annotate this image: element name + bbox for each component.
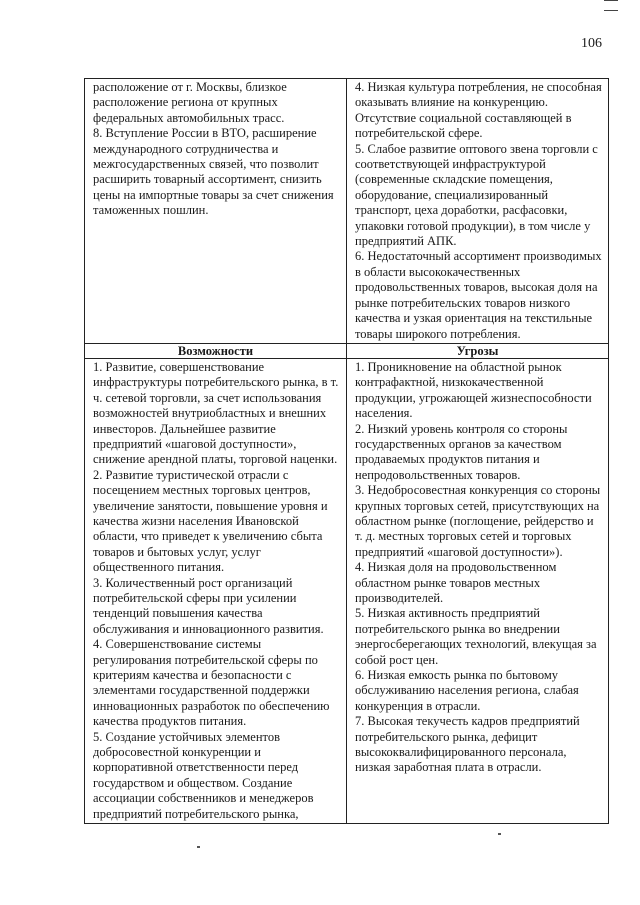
swot-table bbox=[84, 78, 609, 824]
list-item: 4. Совершенствование системы регулирования потребительской сферы по критериям качества и безопасности с элементами государственной поддержки инновационных разработок по обеспечению качества продуктов питания. bbox=[93, 637, 330, 729]
weaknesses-cell bbox=[347, 79, 609, 344]
strengths-cell bbox=[85, 79, 347, 344]
opportunities-header: Возможности bbox=[85, 343, 347, 358]
list-item: 1. Проникновение на областной рынок контрафактной, низкокачественной продукции, угрожающей жизнеспособности населения. bbox=[355, 359, 592, 421]
list-item: 6. Недостаточный ассортимент производимых в области высококачественных продовольственных товаров, высокая доля на рынке потребительских товаров низкого качества и узкая ориентация на текстильные товары широкого потребления. bbox=[355, 249, 602, 341]
scan-speck bbox=[498, 833, 501, 835]
threats-cell bbox=[347, 358, 609, 823]
list-item: 7. Высокая текучесть кадров предприятий потребительского рынка, дефицит высококвалифицированного персонала, низкая заработная плата в отрасли. bbox=[355, 714, 580, 775]
list-item: 2. Развитие туристической отрасли с посещением местных торговых центров, увеличение занятости, повышение уровня и качества жизни населения Ивановской области, что приведет к увеличению сбыта товаров и бытовых услуг, услуг общественного питания. bbox=[93, 467, 328, 575]
scan-edge-mark bbox=[604, 0, 618, 11]
list-item: расположение от г. Москвы, близкое расположение региона от крупных федеральных автомобильных трасс. bbox=[93, 80, 287, 125]
list-item: 1. Развитие, совершенствование инфраструктуры потребительского рынка, в т. ч. сетевой торговли, за счет использования возможностей внутриобластных и внешних инвесторов. Дальнейшее развитие предприятий «шаговой доступности», снижение арендной платы, торговой наценки. bbox=[93, 359, 339, 467]
list-item: 5. Низкая активность предприятий потребительского рынка во внедрении энергосберегающих технологий, влекущая за собой рост цен. bbox=[355, 606, 597, 667]
list-item: 3. Недобросовестная конкуренция со стороны крупных торговых сетей, присутствующих на областном рынке (поглощение, рейдерство и т. д. местных торговых сетей и торговых предприятий «шаговой доступности»). bbox=[355, 483, 601, 559]
list-item: 6. Низкая емкость рынка по бытовому обслуживанию населения региона, слабая конкуренция в отрасли. bbox=[355, 668, 579, 713]
list-item: 4. Низкая доля на продовольственном областном рынке товаров местных производителей. bbox=[355, 560, 557, 605]
table-row-strengths-weaknesses bbox=[85, 79, 609, 344]
page-number: 106 bbox=[581, 36, 602, 51]
list-item: 4. Низкая культура потребления, не способная оказывать влияние на конкуренцию. Отсутствие социальной составляющей в потребительской сфере. bbox=[355, 80, 602, 141]
list-item: 2. Низкий уровень контроля со стороны государственных органов за качеством продаваемых продуктов питания и непродовольственных товаров. bbox=[355, 421, 568, 482]
list-item: 8. Вступление России в ВТО, расширение международного сотрудничества и межгосударственных связей, что позволит расширить товарный ассортимент, снизить цены на импортные товары за счет снижения таможенных пошлин. bbox=[93, 126, 334, 218]
list-item: 5. Создание устойчивых элементов добросовестной конкуренции и корпоративной ответственности перед государством и обществом. Создание ассоциации собственников и менеджеров предприятий потребительского рынка, bbox=[93, 729, 314, 821]
opportunities-cell bbox=[85, 358, 347, 823]
threats-header: Угрозы bbox=[347, 343, 609, 358]
table-header-row bbox=[85, 343, 609, 358]
scan-speck bbox=[197, 846, 200, 848]
list-item: 5. Слабое развитие оптового звена торговли с соответствующей инфраструктурой (современные складские помещения, оборудование, специализированный транспорт, цеха доработки, расфасовки, упаковки готовой продукции), в том числе у предприятий АПК. bbox=[355, 141, 598, 249]
table-row-opportunities-threats bbox=[85, 358, 609, 823]
list-item: 3. Количественный рост организаций потребительской сферы при усилении тенденций повышения качества обслуживания и инновационного развития. bbox=[93, 575, 324, 636]
